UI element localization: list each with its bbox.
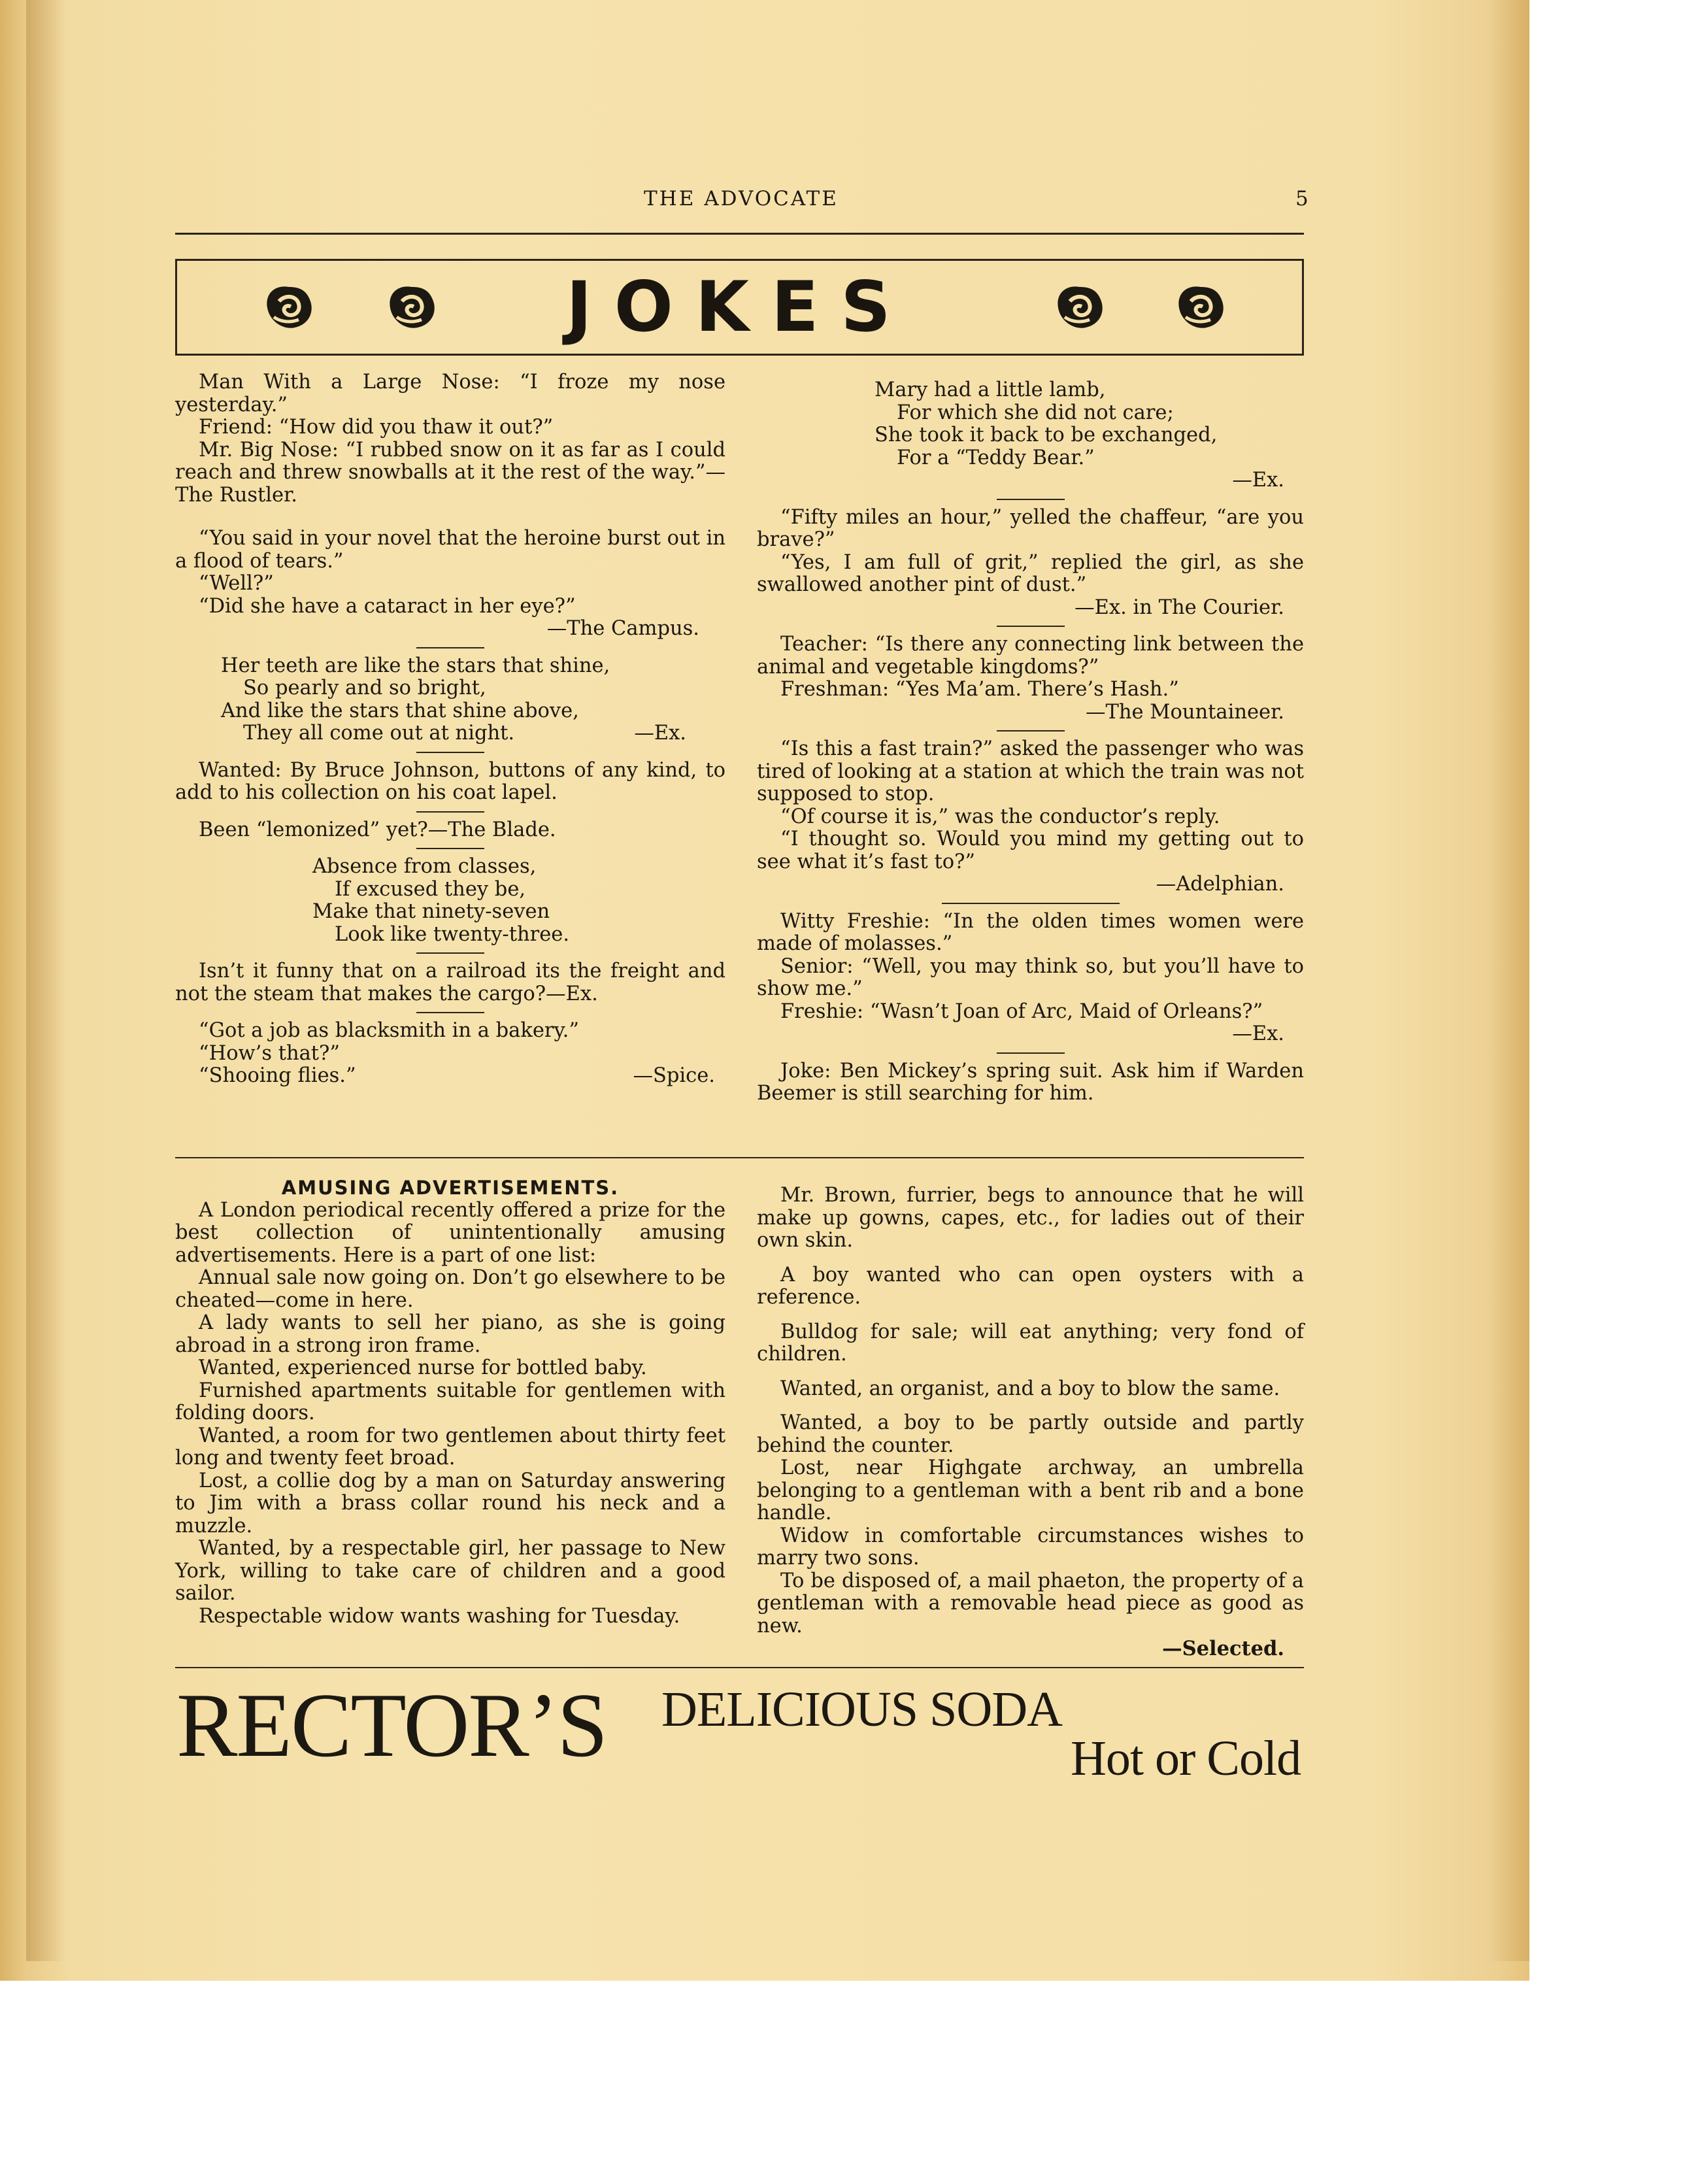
joke-text: Joke: Ben Mickey’s spring suit. Ask him if Warden Beemer is still searching for him. bbox=[757, 1059, 1304, 1105]
ad-text: Widow in comfortable circumstances wishes to marry two sons. bbox=[757, 1524, 1304, 1570]
floral-ornament-icon bbox=[1053, 282, 1107, 334]
joke-text: “Did she have a cataract in her eye?” bbox=[199, 594, 576, 618]
joke-text: “Fifty miles an hour,” yelled the chaffeur, “are you brave?” bbox=[757, 505, 1304, 551]
poem-line: Look like twenty-three. bbox=[335, 922, 570, 946]
poem-line: Mary had a little lamb, bbox=[875, 378, 1106, 401]
poem-line: Make that ninety-seven bbox=[312, 900, 550, 923]
joke-text: Senior: “Well, you may think so, but you’ll have to show me.” bbox=[757, 954, 1304, 1000]
jokes-left-column bbox=[175, 371, 725, 1088]
floral-ornament-icon bbox=[385, 282, 439, 334]
separator-rule bbox=[416, 752, 484, 753]
ad-text: Mr. Brown, furrier, begs to announce that he will make up gowns, capes, etc., for ladies out of their own skin. bbox=[757, 1184, 1304, 1252]
separator-rule bbox=[997, 499, 1065, 500]
joke-text: Witty Freshie: “In the olden times women were made of molasses.” bbox=[757, 909, 1304, 955]
page-edge-shadow bbox=[1487, 0, 1529, 1961]
ad-text: Annual sale now going on. Don’t go elsewhere to be cheated—come in here. bbox=[175, 1266, 725, 1312]
ad-text: Wanted, by a respectable girl, her passage to New York, willing to take care of children and a good sailor. bbox=[175, 1537, 725, 1605]
soda-subtagline: Hot or Cold bbox=[1071, 1731, 1301, 1786]
joke-text: Freshman: “Yes Ma’am. There’s Hash.” bbox=[780, 678, 1179, 701]
separator-rule bbox=[997, 1052, 1065, 1054]
poem-line: For which she did not care; bbox=[897, 401, 1174, 424]
ad-text: Wanted, experienced nurse for bottled baby. bbox=[199, 1356, 647, 1379]
joke-source: —Adelphian. bbox=[1156, 873, 1284, 896]
joke-source: —Ex. bbox=[634, 722, 686, 745]
joke-text: Been “lemonized” yet?—The Blade. bbox=[199, 818, 556, 841]
running-header: THE ADVOCATE bbox=[644, 187, 839, 210]
ads-left-column bbox=[175, 1177, 725, 1628]
poem-line: Her teeth are like the stars that shine, bbox=[221, 654, 610, 677]
joke-text: Teacher: “Is there any connecting link between the animal and vegetable kingdoms?” bbox=[757, 633, 1304, 679]
poem-line: For a “Teddy Bear.” bbox=[897, 446, 1095, 469]
ad-text: Respectable widow wants washing for Tuesday. bbox=[199, 1604, 680, 1628]
footer-rule bbox=[175, 1667, 1304, 1668]
ad-text: Wanted, a room for two gentlemen about thirty feet long and twenty feet broad. bbox=[175, 1424, 725, 1470]
joke-text: “I thought so. Would you mind my getting out to see what it’s fast to?” bbox=[757, 828, 1304, 873]
joke-text: Mr. Big Nose: “I rubbed snow on it as far as I could reach and threw snowballs at it the rest of the way.”—The Rustler. bbox=[175, 438, 725, 507]
ad-text: To be disposed of, a mail phaeton, the property of a gentleman with a removable head piece as good as new. bbox=[757, 1569, 1304, 1638]
separator-rule bbox=[416, 1012, 484, 1013]
separator-rule bbox=[416, 811, 484, 813]
joke-text: Wanted: By Bruce Johnson, buttons of any kind, to add to his collection on his coat lapel. bbox=[175, 758, 725, 804]
section-title: JOKES bbox=[566, 267, 913, 347]
ad-text: A London periodical recently offered a prize for the best collection of unintentionally amusing advertisements. Here is a part of one list: bbox=[175, 1198, 725, 1267]
separator-rule bbox=[416, 647, 484, 648]
ad-text: Bulldog for sale; will eat anything; very fond of children. bbox=[757, 1320, 1304, 1366]
joke-text: Man With a Large Nose: “I froze my nose yesterday.” bbox=[175, 371, 725, 416]
separator-rule bbox=[997, 626, 1065, 627]
rectors-brand: RECTOR’S bbox=[176, 1675, 607, 1776]
joke-text: “You said in your novel that the heroine burst out in a flood of tears.” bbox=[175, 527, 725, 573]
separator-rule bbox=[416, 848, 484, 849]
joke-source: —Ex. in The Courier. bbox=[1075, 596, 1284, 619]
section-rule bbox=[175, 1157, 1304, 1158]
page-fold-shadow bbox=[26, 0, 64, 1961]
poem-line: She took it back to be exchanged, bbox=[875, 424, 1218, 446]
joke-text: Freshie: “Wasn’t Joan of Arc, Maid of Orleans?” bbox=[780, 1000, 1263, 1023]
poem-line: They all come out at night. bbox=[243, 722, 515, 745]
ad-text: A boy wanted who can open oysters with a reference. bbox=[757, 1263, 1304, 1309]
jokes-right-column bbox=[757, 379, 1304, 1105]
joke-text: “Shooing flies.” bbox=[199, 1064, 356, 1087]
ad-text: Wanted, a boy to be partly outside and partly behind the counter. bbox=[757, 1411, 1304, 1457]
ad-text: Wanted, an organist, and a boy to blow the same. bbox=[780, 1377, 1280, 1400]
joke-source: —The Mountaineer. bbox=[1086, 700, 1284, 724]
joke-text: Friend: “How did you thaw it out?” bbox=[199, 416, 554, 439]
separator-rule bbox=[416, 952, 484, 954]
joke-text: “Well?” bbox=[199, 572, 274, 595]
page-number: 5 bbox=[1295, 187, 1310, 210]
ad-text: Furnished apartments suitable for gentlemen with folding doors. bbox=[175, 1379, 725, 1424]
ads-source: —Selected. bbox=[1162, 1637, 1284, 1660]
floral-ornament-icon bbox=[1174, 282, 1227, 334]
joke-source: —Ex. bbox=[1232, 469, 1284, 492]
joke-source: —Spice. bbox=[633, 1064, 715, 1087]
poem-line: If excused they be, bbox=[335, 877, 526, 901]
joke-text: “Of course it is,” was the conductor’s reply. bbox=[780, 805, 1220, 828]
ad-text: Lost, near Highgate archway, an umbrella belonging to a gentleman with a bent rib and a bone handle. bbox=[757, 1456, 1304, 1524]
ad-text: Lost, a collie dog by a man on Saturday answering to Jim with a brass collar round his neck and a muzzle. bbox=[175, 1469, 725, 1537]
floral-ornament-icon bbox=[262, 282, 316, 334]
header-rule bbox=[175, 233, 1304, 235]
soda-tagline: DELICIOUS SODA bbox=[661, 1682, 1062, 1737]
joke-text: “How’s that?” bbox=[199, 1041, 340, 1065]
poem-line: Absence from classes, bbox=[312, 855, 537, 878]
poem-line: And like the stars that shine above, bbox=[221, 699, 579, 722]
poem-line: So pearly and so bright, bbox=[243, 677, 486, 699]
separator-rule bbox=[997, 730, 1065, 731]
joke-source: —Ex. bbox=[1232, 1022, 1284, 1045]
jokes-banner bbox=[175, 259, 1304, 356]
joke-text: “Is this a fast train?” asked the passenger who was tired of looking at a station at which the train was not supposed to stop. bbox=[757, 737, 1304, 805]
joke-text: “Yes, I am full of grit,” replied the girl, as she swallowed another pint of dust.” bbox=[757, 550, 1304, 596]
ads-heading: AMUSING ADVERTISEMENTS. bbox=[281, 1177, 620, 1199]
ad-text: A lady wants to sell her piano, as she is going abroad in a strong iron frame. bbox=[175, 1311, 725, 1357]
joke-text: Isn’t it funny that on a railroad its the freight and not the steam that makes the cargo?—Ex. bbox=[175, 960, 725, 1005]
separator-rule bbox=[942, 903, 1120, 904]
ads-right-column bbox=[757, 1184, 1304, 1660]
joke-source: —The Campus. bbox=[546, 617, 699, 640]
joke-text: “Got a job as blacksmith in a bakery.” bbox=[199, 1019, 579, 1042]
